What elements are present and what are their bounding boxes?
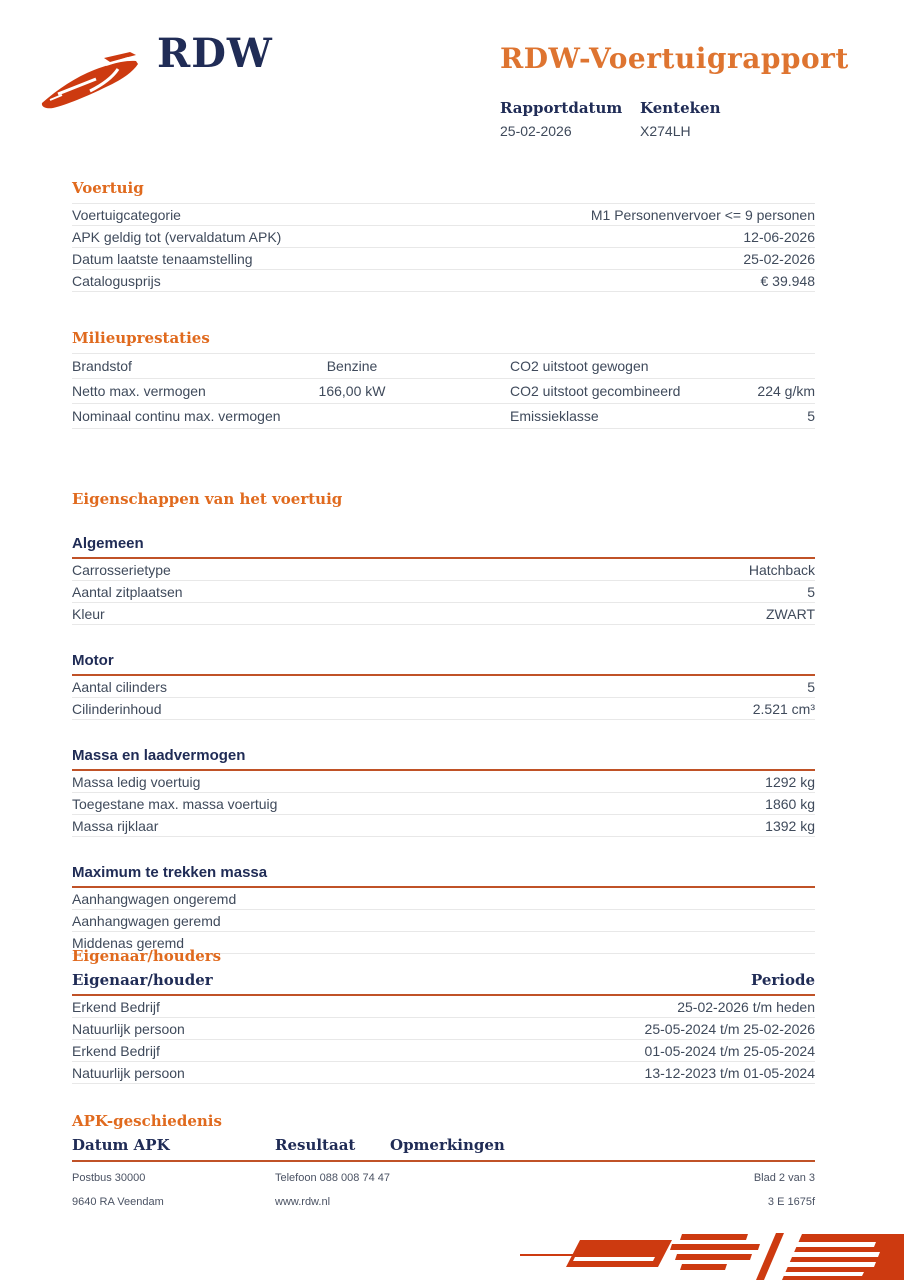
period-value: 25-02-2026 t/m heden: [677, 999, 815, 1015]
footer-po-box: Postbus 30000: [72, 1172, 146, 1184]
period-value: 13-12-2023 t/m 01-05-2024: [644, 1065, 815, 1081]
license-plate-label: Kenteken: [640, 99, 721, 117]
field-label: Middenas geremd: [72, 935, 185, 951]
owner-value: Natuurlijk persoon: [72, 1021, 185, 1037]
field-label: Aanhangwagen ongeremd: [72, 891, 237, 907]
field-label: CO2 uitstoot gewogen: [510, 358, 649, 374]
field-label: Datum laatste tenaamstelling: [72, 251, 253, 267]
column-header-period: Periode: [750, 971, 815, 989]
field-label: Carrosserietype: [72, 562, 171, 578]
subsection-title: Motor: [72, 652, 815, 676]
table-header-row: [72, 971, 815, 996]
section-apk-geschiedenis: [72, 1112, 815, 1162]
table-row: [72, 603, 815, 625]
field-value: ZWART: [766, 606, 815, 622]
footer-city: 9640 RA Veendam: [72, 1196, 164, 1208]
field-label: Aantal cilinders: [72, 679, 167, 695]
subsection-massa: [72, 747, 815, 837]
section-voertuig: [72, 179, 815, 292]
subsection-title: Algemeen: [72, 535, 815, 559]
field-value: 25-02-2026: [743, 251, 815, 267]
field-label: Toegestane max. massa voertuig: [72, 796, 278, 812]
field-value: 224 g/km: [757, 383, 815, 399]
table-row: [72, 354, 815, 379]
table-row: [72, 204, 815, 226]
field-value: 1392 kg: [765, 818, 815, 834]
field-value: 1292 kg: [765, 774, 815, 790]
subsection-trekken-massa: [72, 864, 815, 954]
table-header-row: [72, 1136, 815, 1162]
field-value: [755, 358, 815, 374]
field-value: 166,00 kW: [318, 383, 386, 399]
column-header-resultaat: Resultaat: [275, 1136, 356, 1154]
field-label: Aantal zitplaatsen: [72, 584, 183, 600]
report-date-block: [500, 99, 640, 139]
field-value: M1 Personenvervoer <= 9 personen: [590, 207, 815, 223]
subsection-algemeen: [72, 535, 815, 625]
table-row: [72, 910, 815, 932]
field-label: CO2 uitstoot gecombineerd: [510, 383, 681, 399]
table-row: [72, 771, 815, 793]
column-header-datum-apk: Datum APK: [72, 1136, 170, 1154]
table-row: [72, 676, 815, 698]
table-row: [72, 559, 815, 581]
table-row: [72, 1040, 815, 1062]
section-milieuprestaties: [72, 329, 815, 429]
field-label: Catalogusprijs: [72, 273, 161, 289]
field-value: 5: [807, 408, 815, 424]
field-value: 5: [807, 584, 815, 600]
subsection-motor: [72, 652, 815, 720]
table-row: [72, 226, 815, 248]
rdw-logo-text: RDW: [157, 30, 273, 77]
period-value: 01-05-2024 t/m 25-05-2024: [644, 1043, 815, 1059]
report-date-value: 25-02-2026: [500, 123, 572, 139]
field-value: € 39.948: [760, 273, 815, 289]
table-row: [72, 1018, 815, 1040]
page-footer: [72, 1172, 815, 1208]
field-value: 12-06-2026: [743, 229, 815, 245]
field-label: Netto max. vermogen: [72, 383, 206, 399]
section-eigenaar-houders: [72, 947, 815, 1084]
table-row: [72, 888, 815, 910]
field-label: Cilinderinhoud: [72, 701, 162, 717]
field-label: APK geldig tot (vervaldatum APK): [72, 229, 282, 245]
table-row: [72, 1062, 815, 1084]
section-title: Eigenschappen van het voertuig: [72, 490, 343, 508]
table-row: [72, 996, 815, 1018]
subsection-title: Massa en laadvermogen: [72, 747, 815, 771]
field-label: Massa ledig voertuig: [72, 774, 201, 790]
table-row: [72, 793, 815, 815]
license-plate-value: X274LH: [640, 123, 691, 139]
field-label: Massa rijklaar: [72, 818, 159, 834]
field-label: Voertuigcategorie: [72, 207, 181, 223]
footer-website: www.rdw.nl: [275, 1196, 331, 1208]
period-value: 25-05-2024 t/m 25-02-2026: [644, 1021, 815, 1037]
table-row: [72, 404, 815, 429]
table-row: [72, 581, 815, 603]
owner-value: Natuurlijk persoon: [72, 1065, 185, 1081]
field-label: Emissieklasse: [510, 408, 599, 424]
section-title: Voertuig: [72, 179, 144, 197]
field-label: Brandstof: [72, 358, 132, 374]
table-row: [72, 270, 815, 292]
subsection-title: Maximum te trekken massa: [72, 864, 815, 888]
field-value: 2.521 cm³: [752, 701, 815, 717]
field-value: Hatchback: [748, 562, 815, 578]
section-title: Eigenaar/houders: [72, 947, 222, 965]
section-eigenschappen: [72, 490, 815, 954]
owner-value: Erkend Bedrijf: [72, 999, 160, 1015]
table-row: [72, 379, 815, 404]
owner-value: Erkend Bedrijf: [72, 1043, 160, 1059]
column-header-opmerkingen: Opmerkingen: [390, 1136, 505, 1154]
field-value: 5: [807, 679, 815, 695]
footer-form-code: 3 E 1675f: [767, 1196, 815, 1208]
footer-page-number: Blad 2 van 3: [753, 1172, 815, 1184]
section-title: Milieuprestaties: [72, 329, 210, 347]
footer-phone: Telefoon 088 008 74 47: [275, 1172, 390, 1184]
table-row: [72, 815, 815, 837]
section-title: APK-geschiedenis: [72, 1112, 222, 1130]
column-header-owner: Eigenaar/houder: [72, 971, 213, 989]
field-label: Kleur: [72, 606, 105, 622]
field-label: Nominaal continu max. vermogen: [72, 408, 281, 424]
field-value: [282, 408, 422, 424]
report-header: [500, 42, 849, 139]
page-title: RDW-Voertuigrapport: [500, 42, 849, 75]
table-row: [72, 698, 815, 720]
field-label: Aanhangwagen geremd: [72, 913, 221, 929]
report-date-label: Rapportdatum: [500, 99, 623, 117]
speed-lines-graphic: [520, 1233, 904, 1280]
rdw-logo-icon: [40, 52, 152, 116]
field-value: 1860 kg: [765, 796, 815, 812]
license-plate-block: [640, 99, 780, 139]
table-row: [72, 248, 815, 270]
field-value: Benzine: [326, 358, 378, 374]
